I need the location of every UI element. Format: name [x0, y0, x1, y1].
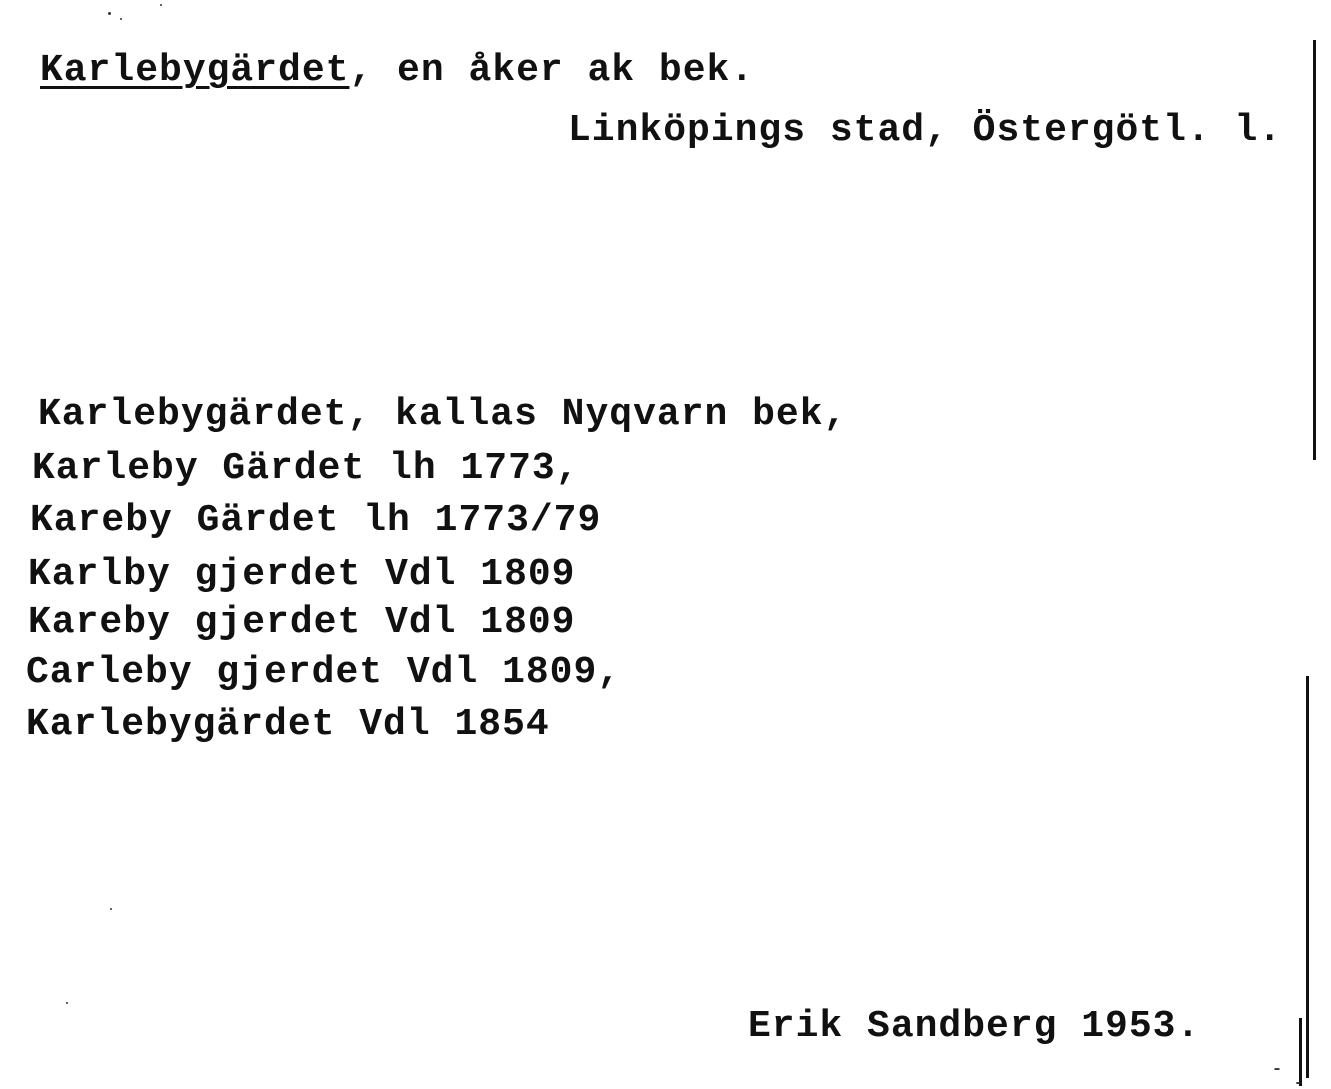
variant-line-7: Karlebygärdet Vdl 1854 — [26, 703, 550, 746]
card-right-edge-lower — [1306, 676, 1309, 1078]
location-line: Linköpings stad, Östergötl. l. — [568, 109, 1283, 152]
dust-speck — [66, 1002, 68, 1004]
signature-line: Erik Sandberg 1953. — [748, 1005, 1201, 1048]
card-heading — [40, 49, 755, 92]
card-right-edge-upper — [1313, 40, 1316, 460]
variant-line-4: Karlby gjerdet Vdl 1809 — [28, 553, 576, 596]
heading-description: , en åker ak bek. — [349, 49, 755, 92]
variant-line-6: Carleby gjerdet Vdl 1809, — [26, 651, 622, 694]
dust-speck — [1296, 1082, 1300, 1084]
variant-line-1: Karlebygärdet, kallas Nyqvarn bek, — [38, 393, 848, 436]
dust-speck — [110, 908, 112, 910]
variant-line-3: Kareby Gärdet lh 1773/79 — [30, 499, 602, 542]
variant-line-5: Kareby gjerdet Vdl 1809 — [28, 601, 576, 644]
heading-place-name: Karlebygärdet — [40, 49, 350, 92]
card-corner-mark — [1299, 1018, 1302, 1086]
dust-speck — [1274, 1068, 1280, 1070]
dust-speck — [120, 18, 122, 20]
dust-speck — [160, 4, 162, 6]
variant-line-2: Karleby Gärdet lh 1773, — [32, 447, 580, 490]
dust-speck — [108, 12, 111, 15]
